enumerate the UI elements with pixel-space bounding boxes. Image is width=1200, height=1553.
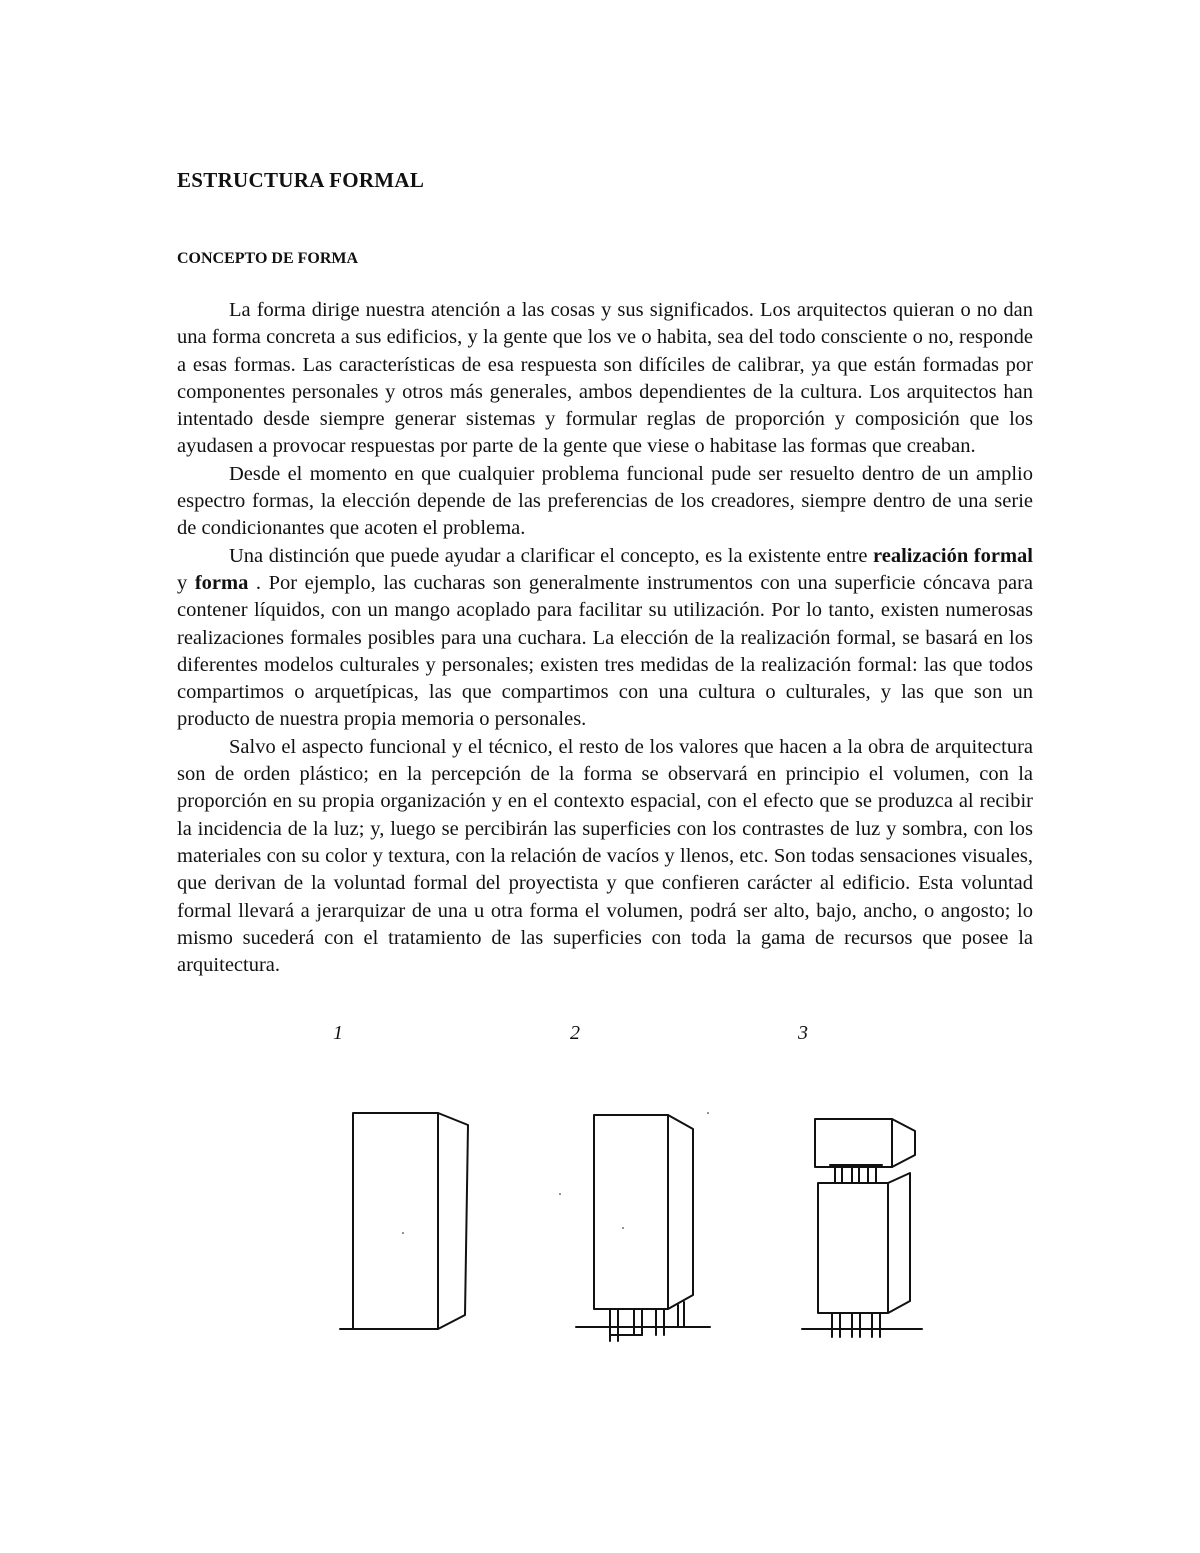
figure-label-1: 1 bbox=[333, 1022, 343, 1044]
volume-sketches bbox=[330, 1105, 950, 1355]
figure-label-3: 3 bbox=[798, 1022, 808, 1044]
sketch-1-tall-box bbox=[340, 1113, 468, 1329]
paragraph-3-post: . Por ejemplo, las cucharas son generalmente instrumentos con una superficie cóncava para contener líquidos, con un mango acoplado para facilitar su utilización. Por lo tanto, existen numerosas realizaciones formales posibles para una cuchara. La elección de la realización formal, se basará en los diferentes modelos culturales y personales; existen tres medidas de la realización formal: las que todos compartimos o arquetípicas, las que compartimos con una cultura o culturales, y las que son un producto de nuestra propia memoria o personales. bbox=[177, 571, 1034, 731]
paragraph-3-pre: Una distinción que puede ayudar a clarificar el concepto, es la existente entre bbox=[229, 544, 868, 567]
term-forma: forma bbox=[194, 571, 249, 594]
paragraph-4: Salvo el aspecto funcional y el técnico, el resto de los valores que hacen a la obra de arquitectura son de orden plástico; en la percepción de la forma se observará en principio el volumen, con la proporción en su propia organización y en el contexto espacial, con el efecto que se produzca al recibir la incidencia de la luz; y, luego se percibirán las superficies con los contrastes de luz y sombra, con los materiales con su color y textura, con la relación de vacíos y llenos, etc. Son todas sensaciones visuales, que derivan de la voluntad formal del proyectista y que confieren carácter al edificio. Esta voluntad formal llevará a jerarquizar de una u otra forma el volumen, podrá ser alto, bajo, ancho, o angosto; lo mismo sucederá con el tratamiento de las superficies con toda la gama de recursos que posee la arquitectura. bbox=[177, 735, 1033, 977]
body-text bbox=[177, 297, 1033, 979]
paragraph-1: La forma dirige nuestra atención a las cosas y sus significados. Los arquitectos quieran o no dan una forma concreta a sus edificios, y la gente que los ve o habita, sea del todo consciente o no, responde a esas formas. Las características de esa respuesta son difíciles de calibrar, ya que están formadas por componentes personales y otros más generales, ambos dependientes de la cultura. Los arquitectos han intentado desde siempre generar sistemas y formular reglas de proporción y composición que los ayudasen a provocar respuestas por parte de la gente que viese o habitase las formas que creaban. bbox=[177, 299, 1033, 458]
paragraph-3 bbox=[177, 543, 1033, 734]
figure-label-2: 2 bbox=[570, 1022, 580, 1044]
term-realizacion-formal: realización formal bbox=[873, 544, 1033, 567]
sketch-2-box-on-pilotis bbox=[559, 1112, 710, 1341]
figures-row bbox=[330, 1105, 950, 1355]
document-title: ESTRUCTURA FORMAL bbox=[177, 168, 425, 192]
paragraph-2: Desde el momento en que cualquier problema funcional pude ser resuelto dentro de un amplio espectro formas, la elección depende de las preferencias de los creadores, siempre dentro de una serie de condicionantes que acoten el problema. bbox=[177, 462, 1033, 540]
section-title: CONCEPTO DE FORMA bbox=[177, 250, 359, 267]
sketch-3-split-box bbox=[802, 1119, 922, 1337]
paragraph-3-mid: y bbox=[177, 571, 188, 594]
